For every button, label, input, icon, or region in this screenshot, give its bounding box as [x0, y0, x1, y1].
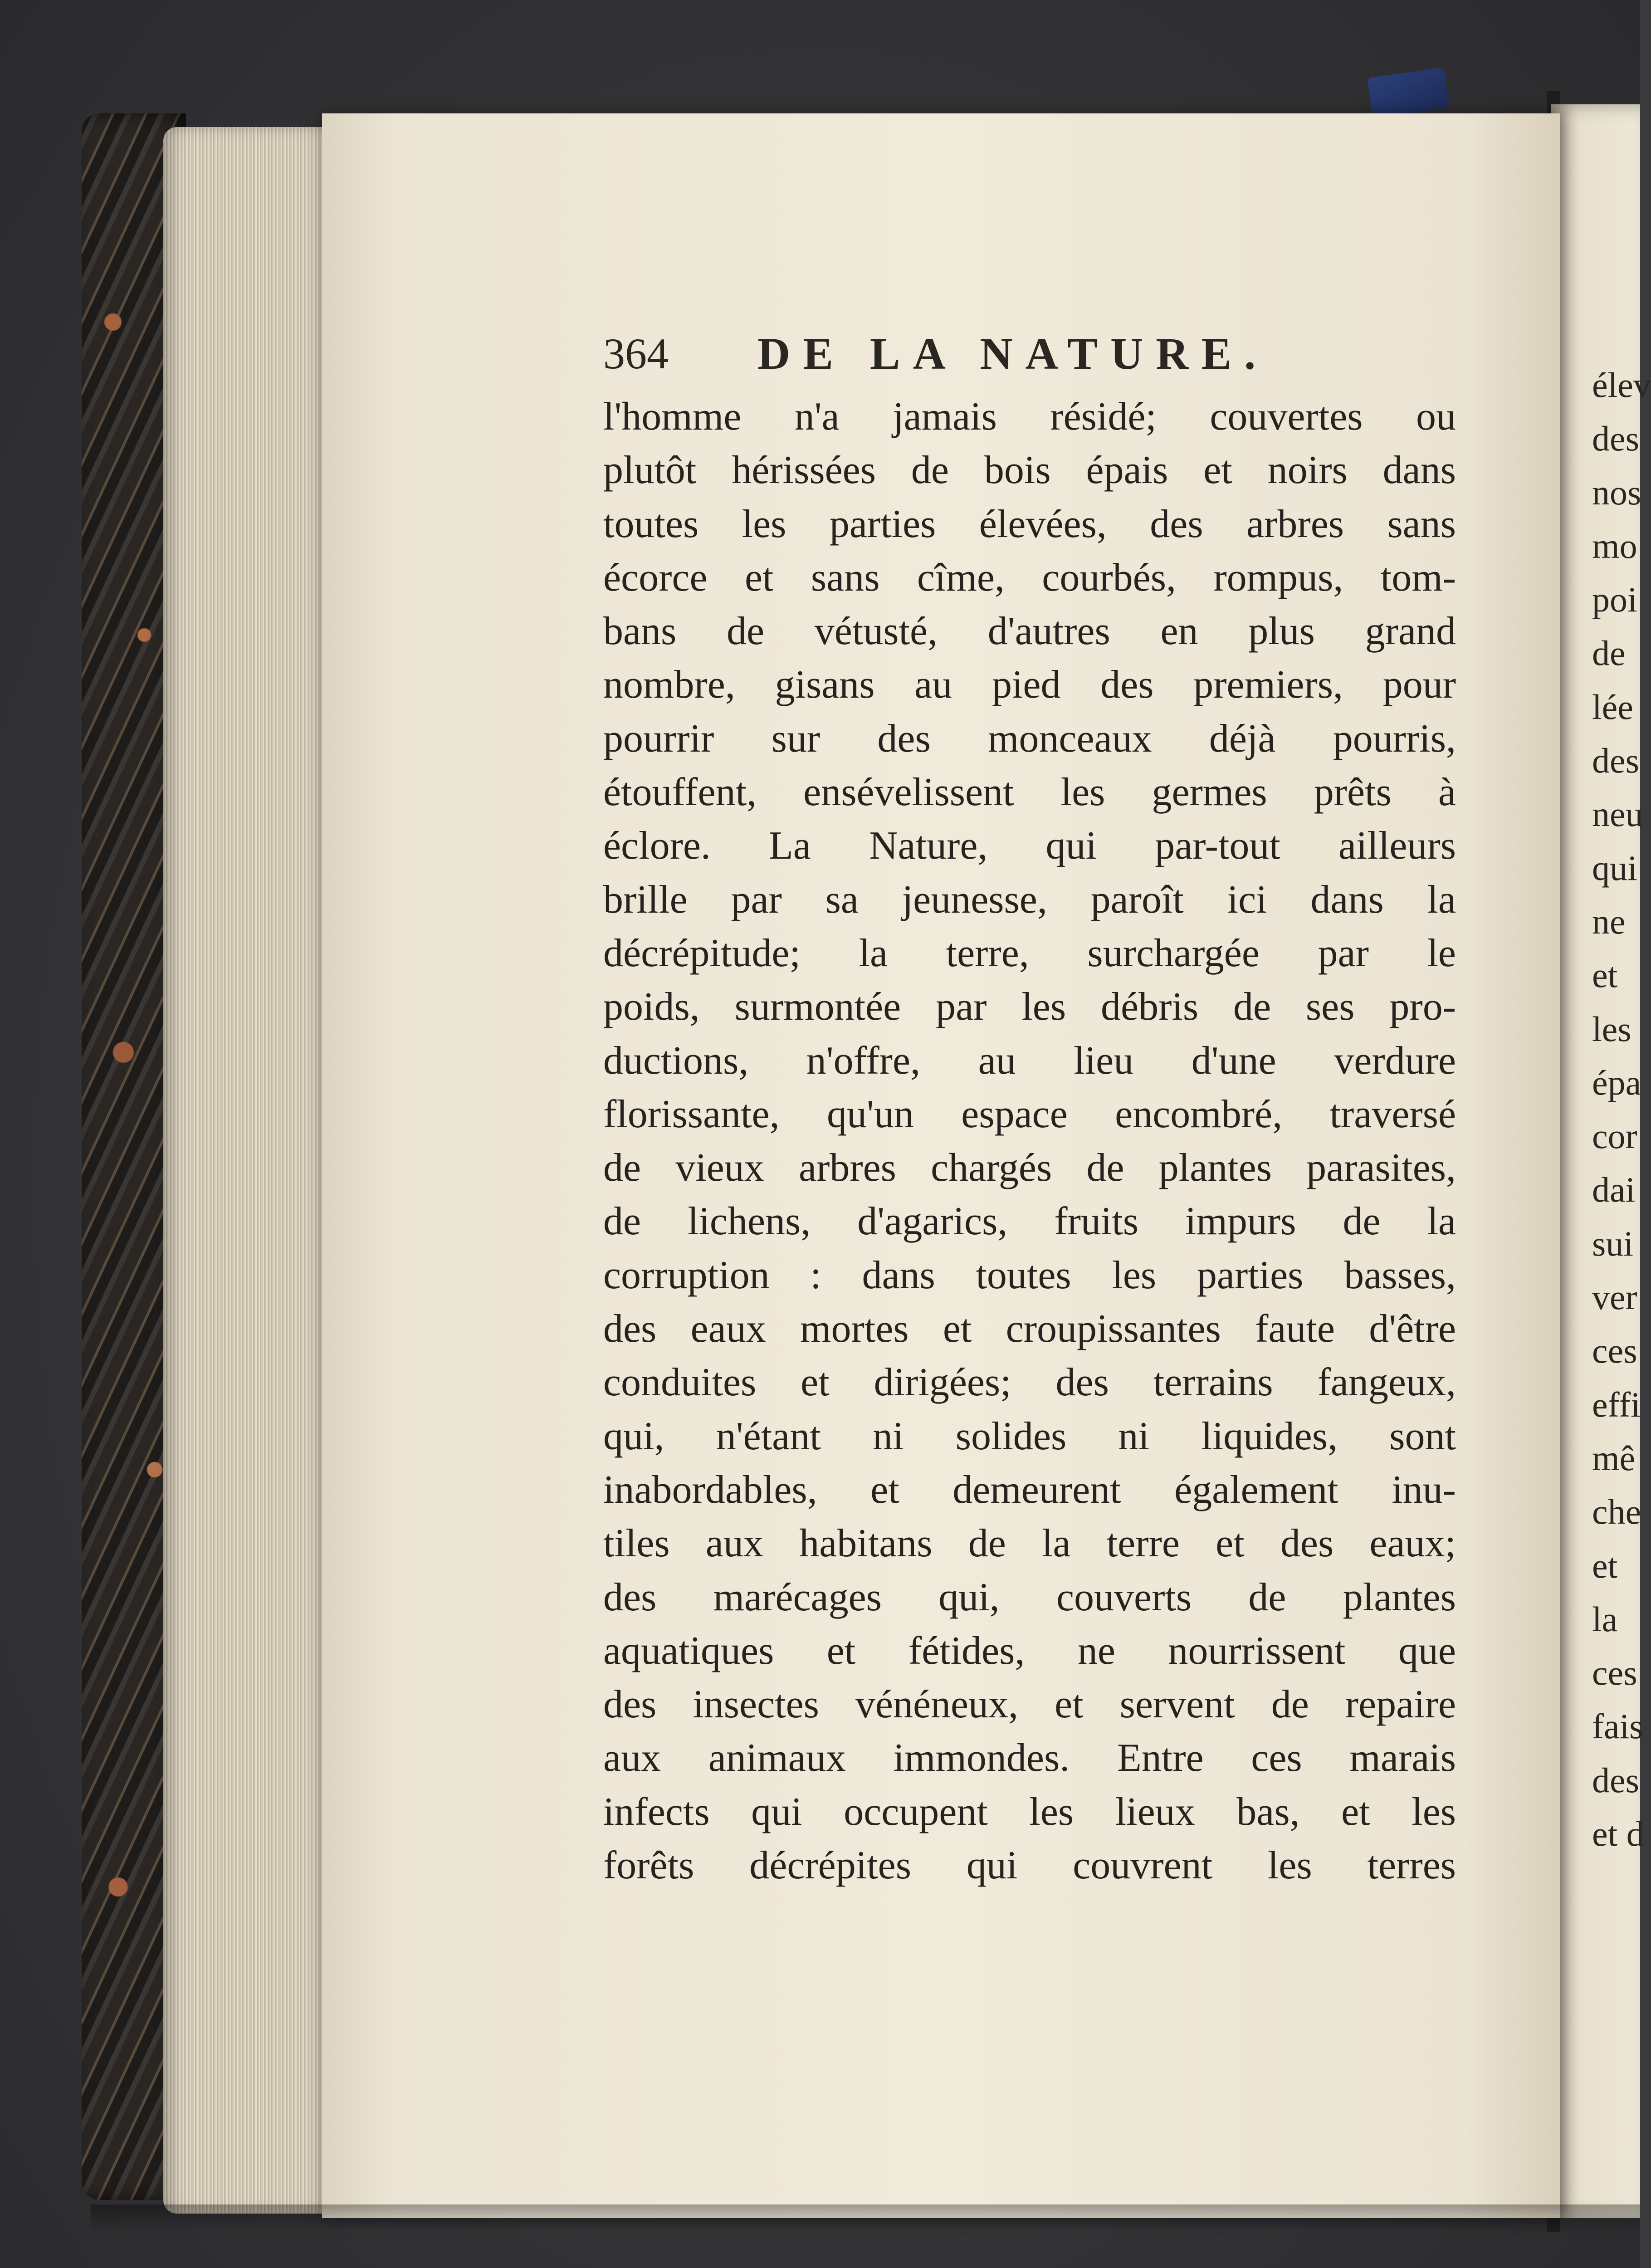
facing-line-fragment: effi: [1592, 1384, 1641, 1424]
facing-line-fragment: et d: [1592, 1814, 1644, 1854]
text-line: qui, n'étant ni solides ni liquides, sont: [603, 1414, 1456, 1458]
body-text: [603, 390, 1456, 1892]
facing-line-fragment: élev: [1592, 365, 1651, 405]
page-number: 364: [603, 329, 669, 378]
text-line: nombre, gisans au pied des premiers, pour: [603, 663, 1456, 707]
text-line: florissante, qu'un espace encombré, traversé: [603, 1092, 1456, 1136]
text-line: étouffent, ensévelissent les germes prêts à: [603, 770, 1456, 815]
text-line: bans de vétusté, d'autres en plus grand: [603, 609, 1456, 654]
facing-line-fragment: nos: [1592, 472, 1641, 512]
text-line: des insectes vénéneux, et servent de repaire: [603, 1682, 1456, 1727]
text-line: décrépitude; la terre, surchargée par le: [603, 931, 1456, 975]
text-line: pourrir sur des monceaux déjà pourris,: [603, 716, 1456, 761]
facing-line-fragment: ver: [1592, 1277, 1637, 1317]
text-line: aquatiques et fétides, ne nourrissent que: [603, 1628, 1456, 1673]
text-line: inabordables, et demeurent également inu-: [603, 1467, 1456, 1512]
facing-line-fragment: des: [1592, 419, 1639, 459]
facing-line-fragment: qui: [1592, 848, 1637, 888]
text-line: ductions, n'offre, au lieu d'une verdure: [603, 1038, 1456, 1083]
text-line: tiles aux habitans de la terre et des eaux;: [603, 1521, 1456, 1566]
facing-line-fragment: la: [1592, 1599, 1618, 1639]
text-line: éclore. La Nature, qui par-tout ailleurs: [603, 824, 1456, 868]
text-line: plutôt hérissées de bois épais et noirs dans: [603, 448, 1456, 493]
facing-line-fragment: neu: [1592, 794, 1643, 834]
text-line: des marécages qui, couverts de plantes: [603, 1575, 1456, 1619]
facing-line-fragment: dai: [1592, 1170, 1636, 1210]
bookmark-ribbon: [1368, 68, 1450, 119]
facing-line-fragment: de: [1592, 633, 1626, 673]
facing-line-fragment: épa: [1592, 1062, 1641, 1102]
facing-line-fragment: et: [1592, 1545, 1618, 1585]
facing-line-fragment: sui: [1592, 1223, 1634, 1263]
facing-line-fragment: lée: [1592, 687, 1633, 727]
facing-line-fragment: fais: [1592, 1706, 1643, 1746]
text-line: aux animaux immondes. Entre ces marais: [603, 1736, 1456, 1780]
facing-line-fragment: ces: [1592, 1653, 1637, 1693]
text-line: infects qui occupent les lieux bas, et les: [603, 1789, 1456, 1834]
text-line: écorce et sans cîme, courbés, rompus, tom-: [603, 555, 1456, 600]
page-block-edge: [163, 127, 336, 2214]
text-line: toutes les parties élevées, des arbres sans: [603, 502, 1456, 546]
facing-line-fragment: mê: [1592, 1438, 1636, 1478]
running-head: [603, 327, 1302, 381]
facing-line-fragment: les: [1592, 1009, 1631, 1049]
text-line: de lichens, d'agarics, fruits impurs de la: [603, 1199, 1456, 1244]
text-line: de vieux arbres chargés de plantes parasites,: [603, 1146, 1456, 1190]
text-line: forêts décrépites qui couvrent les terres: [603, 1843, 1456, 1888]
facing-line-fragment: ces: [1592, 1331, 1637, 1371]
facing-line-fragment: mo: [1592, 526, 1637, 566]
text-line: brille par sa jeunesse, paroît ici dans la: [603, 877, 1456, 922]
facing-line-fragment: che: [1592, 1492, 1641, 1532]
facing-line-fragment: poi: [1592, 580, 1637, 620]
facing-line-fragment: des: [1592, 1760, 1639, 1800]
facing-line-fragment: cor: [1592, 1116, 1637, 1156]
running-title: DE LA NATURE.: [757, 328, 1269, 379]
text-line: des eaux mortes et croupissantes faute d'être: [603, 1307, 1456, 1351]
facing-line-fragment: ne: [1592, 901, 1626, 941]
facing-page-text: [1592, 358, 1651, 1861]
text-line: corruption : dans toutes les parties basses,: [603, 1253, 1456, 1297]
bottom-shadow: [91, 2204, 1640, 2232]
facing-line-fragment: et: [1592, 955, 1618, 995]
text-line: l'homme n'a jamais résidé; couvertes ou: [603, 395, 1456, 439]
facing-line-fragment: des: [1592, 741, 1639, 781]
text-line: conduites et dirigées; des terrains fangeux,: [603, 1360, 1456, 1405]
text-line: poids, surmontée par les débris de ses pro-: [603, 985, 1456, 1029]
